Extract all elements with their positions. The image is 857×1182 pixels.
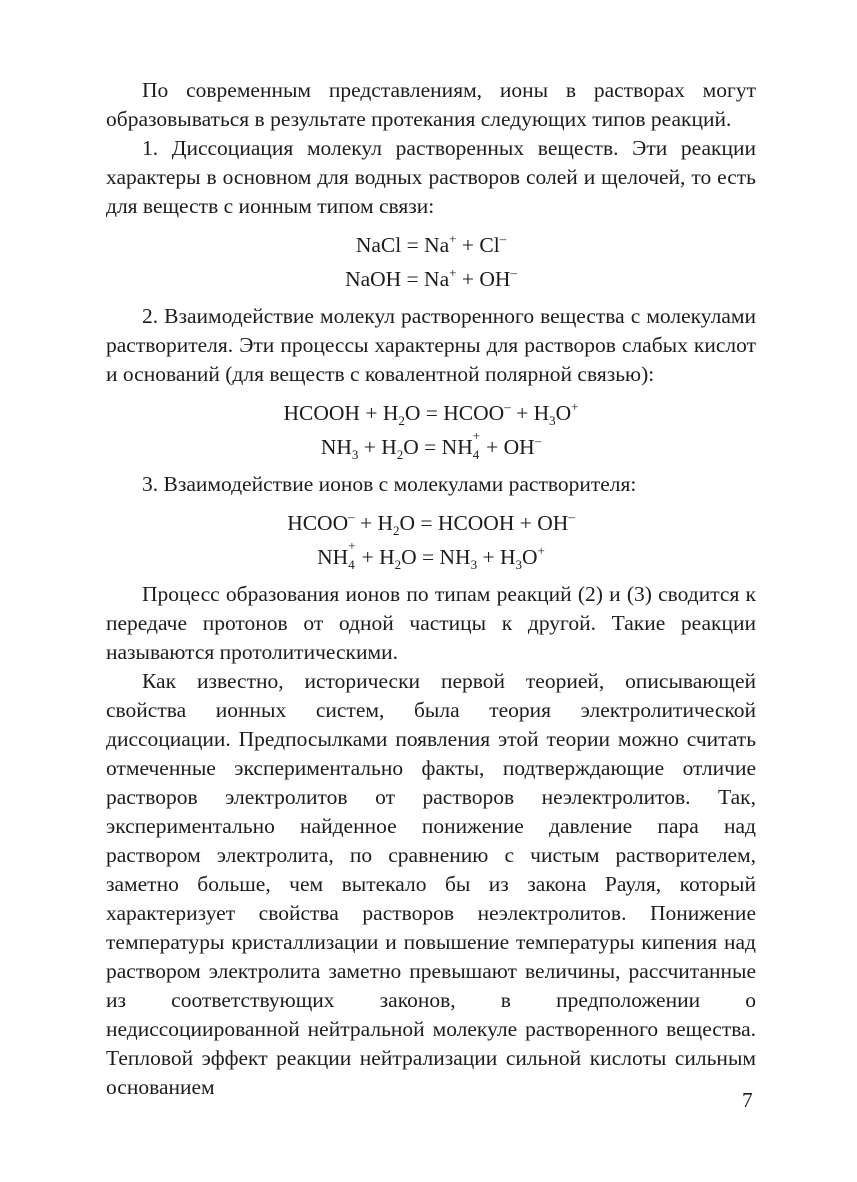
page-number: 7 (742, 1088, 753, 1112)
page-content (106, 76, 756, 1102)
paragraph-ion-solvent: 3. Взаимодействие ионов с молекулами растворителя: (142, 472, 637, 496)
equation-group-dissociation (106, 228, 756, 296)
paragraph-intro: По современным представлениям, ионы в растворах могут образовываться в результате протекания следующих типов реакций. (106, 78, 756, 131)
equation-nh3: $NH_3 + H_2O$ = NH + 4 + OH– (320, 427, 542, 462)
equation-hcoo-ion: HCOO– + $H_2O$ = HCOOH + OH– (287, 509, 575, 538)
paragraph-solvent-interaction: 2. Взаимодействие молекул растворенного вещества с молекулами растворителя. Эти процессы характерны для растворов слабых кислот и оснований (для веществ с ковалентной полярной связью): (106, 304, 756, 386)
paragraph-electrolytic-theory: Как известно, исторически первой теорией, описывающей свойства ионных систем, была теория электролитической диссоциации. Предпосылками появления этой теории можно считать отмеченные экспериментально факты, подтверждающие отличие растворов электролитов от растворов неэлектролитов. Так, экспериментально найденное понижение давление пара над раствором электролита, по сравнению с чистым растворителем, заметно больше, чем вытекало бы из закона Рауля, который характеризует свойства растворов неэлектролитов. Понижение температуры кристаллизации и повышение температуры кипения над раствором электролита заметно превышают величины, рассчитанные из соответствующих законов, в предположении о недиссоциированной нейтральной молекуле растворенного вещества. Тепловой эффект реакции нейтрализации сильной кислоты сильным основанием (106, 669, 756, 1099)
equation-nh4-ion: NH + 4 + $H_2O = NH_3 + H_3O^+$ (317, 537, 545, 572)
equation-nacl: NaCl = Na+ + Cl– (355, 231, 507, 257)
equation-group-ions (106, 506, 756, 574)
equation-group-solvent-molecules (106, 396, 756, 464)
equation-naoh: NaOH = Na+ + OH– (345, 265, 517, 291)
equation-hcooh: HCOOH + $H_2O$ = HCOO– + $H_3O^+$ (283, 399, 579, 428)
paragraph-dissociation: 1. Диссоциация молекул растворенных веществ. Эти реакции характеры в основном для водных растворов солей и щелочей, то есть для веществ с ионным типом связи: (106, 136, 756, 218)
paragraph-protolytic: Процесс образования ионов по типам реакций (2) и (3) сводится к передаче протонов от одной частицы к другой. Такие реакции называются протолитическими. (106, 582, 756, 664)
